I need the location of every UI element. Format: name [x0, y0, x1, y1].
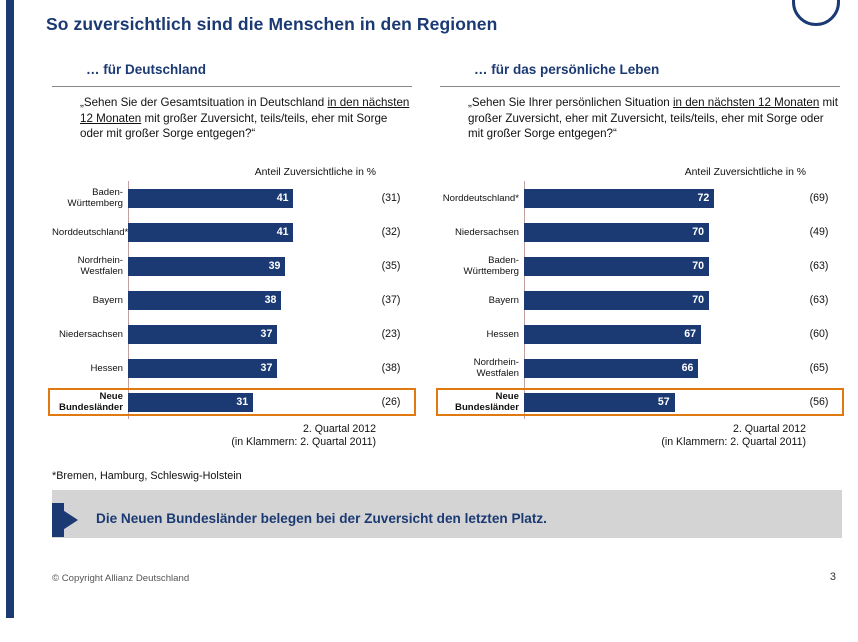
bar-row — [52, 351, 412, 385]
bar-previous-value-label: (23) — [381, 328, 401, 340]
bar-track — [524, 181, 798, 215]
bar-track — [524, 385, 798, 419]
bar-previous-value-label: (49) — [809, 226, 829, 238]
bar-fill — [524, 189, 714, 208]
bar-fill — [524, 291, 709, 310]
bar-row — [52, 385, 412, 419]
bar-row — [440, 249, 840, 283]
banner-arrow-icon — [52, 503, 78, 537]
source-note-right — [440, 423, 840, 449]
bar-fill — [524, 257, 709, 276]
bar-category-label: Neue Bundesländer — [455, 391, 519, 413]
left-edge-bar — [0, 0, 14, 642]
bar-fill — [128, 189, 293, 208]
bar-row — [440, 215, 840, 249]
bar-value-label: 70 — [692, 260, 704, 272]
bar-value-label: 70 — [692, 226, 704, 238]
question-underline-right: in den nächsten 12 Monaten — [672, 96, 820, 109]
bar-fill — [128, 325, 277, 344]
bar-value-label: 72 — [697, 192, 710, 204]
source-line-2-left: (in Klammern: 2. Quartal 2011) — [231, 436, 376, 448]
bar-row — [52, 181, 412, 215]
bar-track — [524, 317, 798, 351]
bar-category-label: Bayern — [92, 294, 123, 306]
bar-fill — [524, 393, 675, 412]
bar-previous-value-label: (56) — [809, 396, 829, 408]
bar-track — [524, 283, 798, 317]
bar-value-label: 31 — [236, 396, 249, 408]
bar-previous-value-label: (69) — [809, 192, 829, 204]
bar-chart-left — [52, 181, 412, 419]
bar-category-label: Hessen — [486, 328, 519, 340]
bar-previous-value-label: (63) — [809, 294, 829, 306]
bar-row — [52, 215, 412, 249]
source-line-2-right: (in Klammern: 2. Quartal 2011) — [661, 436, 806, 448]
bar-category-label: Nordrhein- Westfalen — [473, 357, 519, 379]
bar-previous-value-label: (32) — [381, 226, 401, 238]
panel-heading-left: … für Deutschland — [86, 62, 207, 77]
bar-value-label: 70 — [692, 294, 704, 306]
source-line-1-left: 2. Quartal 2012 — [302, 423, 376, 435]
conclusion-banner-text: Die Neuen Bundesländer belegen bei der Zuversicht den letzten Platz. — [96, 511, 547, 526]
bar-row — [52, 249, 412, 283]
bar-category-label: Norddeutschland* — [52, 226, 129, 238]
bar-category-label: Baden- Württemberg — [463, 255, 519, 277]
source-line-1-right: 2. Quartal 2012 — [732, 423, 806, 435]
question-part-b-right: mit großer Zuversicht, eher mit Zuversicht, teils/teils, eher mit Sorge oder mit großer Sorge entgegen?“ — [468, 96, 838, 140]
bar-chart-right — [440, 181, 840, 419]
copyright-text: © Copyright Allianz Deutschland — [52, 573, 190, 584]
bar-value-label: 41 — [276, 192, 289, 204]
bar-category-label: Bayern — [488, 294, 519, 306]
bar-category-label: Norddeutschland* — [442, 192, 519, 204]
bar-track — [128, 215, 370, 249]
bar-previous-value-label: (37) — [381, 294, 401, 306]
bar-fill — [128, 223, 293, 242]
bar-category-label: Baden- Württemberg — [67, 187, 123, 209]
bottom-strip — [0, 618, 858, 642]
bar-value-label: 39 — [268, 260, 281, 272]
bar-category-label: Nordrhein- Westfalen — [77, 255, 123, 277]
bar-track — [524, 215, 798, 249]
bar-previous-value-label: (60) — [809, 328, 829, 340]
bar-track — [128, 385, 370, 419]
page-title: So zuversichtlich sind die Menschen in den Regionen — [46, 14, 498, 34]
question-text-right — [440, 87, 840, 161]
asterisk-footnote: *Bremen, Hamburg, Schleswig-Holstein — [52, 470, 242, 482]
panel-persoenliches-leben — [440, 62, 840, 449]
bar-previous-value-label: (65) — [809, 362, 829, 374]
bar-previous-value-label: (38) — [381, 362, 401, 374]
bar-previous-value-label: (26) — [381, 396, 401, 408]
bar-row — [440, 317, 840, 351]
bar-track — [128, 181, 370, 215]
bar-value-label: 37 — [260, 362, 273, 374]
bar-category-label: Niedersachsen — [59, 328, 123, 340]
bar-previous-value-label: (31) — [381, 192, 401, 204]
bar-value-label: 57 — [657, 396, 670, 408]
bar-fill — [524, 223, 709, 242]
bar-track — [524, 351, 798, 385]
bar-track — [128, 351, 370, 385]
bar-fill — [128, 291, 281, 310]
bar-value-label: 41 — [276, 226, 289, 238]
bar-row — [440, 351, 840, 385]
bar-track — [128, 283, 370, 317]
bar-row — [52, 317, 412, 351]
source-note-left — [52, 423, 412, 449]
bar-value-label: 66 — [681, 362, 694, 374]
bar-fill — [128, 393, 253, 412]
bar-fill — [524, 325, 701, 344]
bar-fill — [524, 359, 698, 378]
axis-label-left: Anteil Zuversichtliche in % — [254, 167, 376, 178]
bar-track — [128, 317, 370, 351]
allianz-circle-logo-icon — [792, 0, 840, 26]
panel-heading-right: … für das persönliche Leben — [474, 62, 660, 77]
bar-value-label: 38 — [264, 294, 277, 306]
page-number: 3 — [829, 571, 836, 583]
bar-track — [128, 249, 370, 283]
bar-fill — [128, 257, 285, 276]
bar-value-label: 67 — [684, 328, 697, 340]
bar-value-label: 37 — [260, 328, 273, 340]
bar-row — [440, 385, 840, 419]
bar-previous-value-label: (35) — [381, 260, 401, 272]
question-underline-left: in den nächsten 12 Monaten — [80, 96, 410, 125]
bar-category-label: Niedersachsen — [455, 226, 519, 238]
axis-label-right: Anteil Zuversichtliche in % — [684, 167, 806, 178]
bar-row — [440, 181, 840, 215]
panel-deutschland — [52, 62, 412, 449]
bar-row — [440, 283, 840, 317]
question-part-a-right: „Sehen Sie Ihrer persönlichen Situation — [468, 96, 673, 109]
bar-previous-value-label: (63) — [809, 260, 829, 272]
bar-category-label: Hessen — [90, 362, 123, 374]
bar-row — [52, 283, 412, 317]
question-part-b: mit großer Zuversicht, teils/teils, eher mit Sorge oder mit großer Sorge entgegen?“ — [80, 111, 388, 140]
bar-category-label: Neue Bundesländer — [59, 391, 123, 413]
bar-fill — [128, 359, 277, 378]
question-part-a: „Sehen Sie der Gesamtsituation in Deutschland — [80, 96, 328, 109]
bar-track — [524, 249, 798, 283]
question-text-left — [52, 87, 412, 161]
